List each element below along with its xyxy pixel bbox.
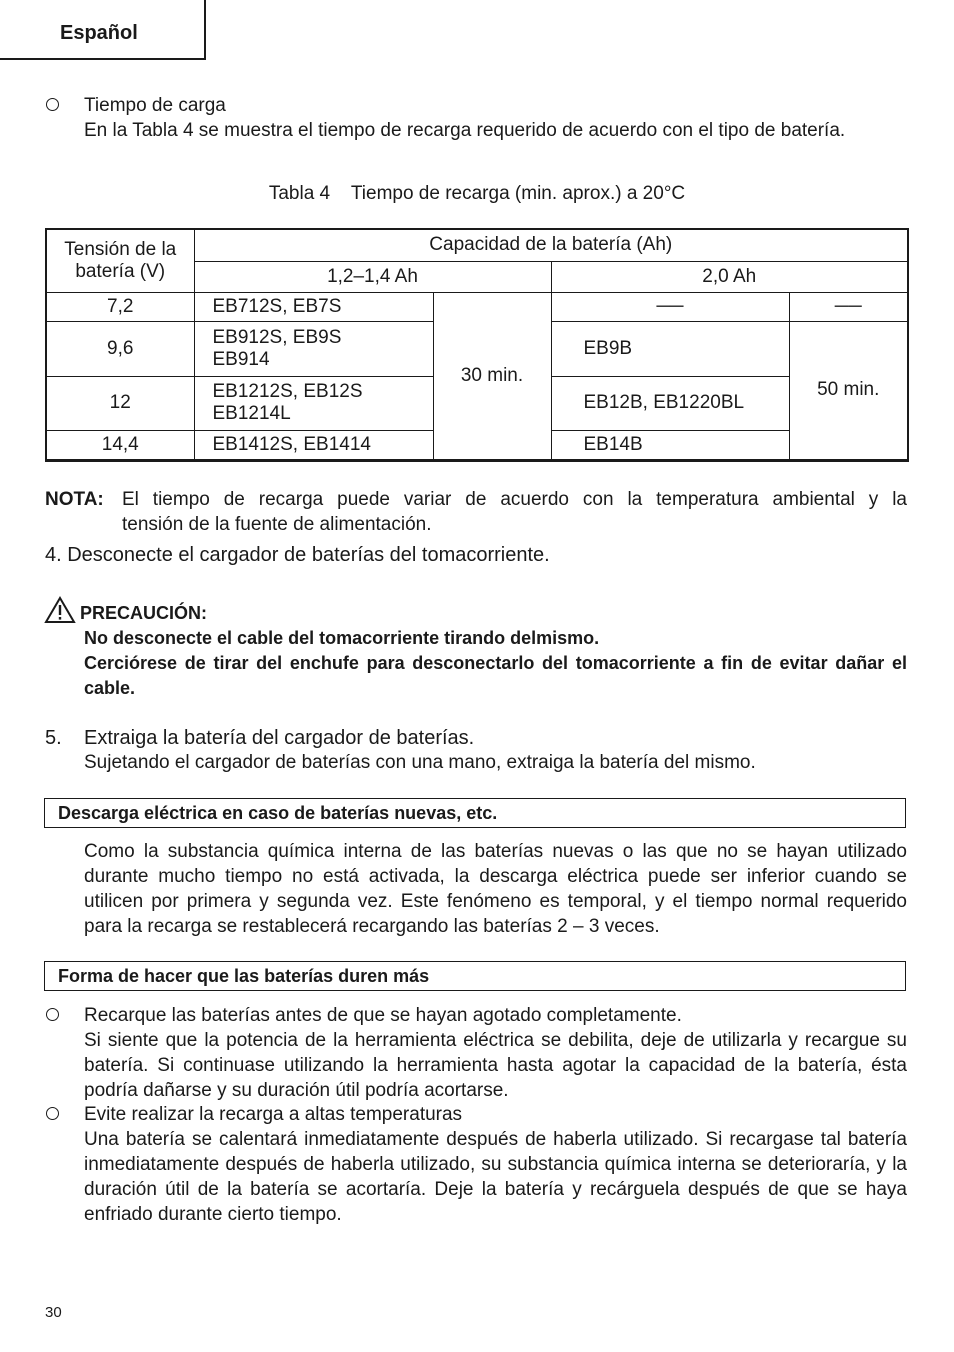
models-b-cell: ── xyxy=(551,292,789,321)
models-a-cell: EB712S, EB7S xyxy=(194,292,433,321)
caution-title: PRECAUCIÓN: xyxy=(80,603,208,623)
step-4: 4. Desconecte el cargador de baterías del tomacorriente. xyxy=(45,544,550,566)
models-a-cell: EB1212S, EB12S EB1214L xyxy=(194,376,433,430)
section-2-item-2-heading: Evite realizar la recarga a altas temperaturas xyxy=(84,1104,463,1125)
language-tab xyxy=(0,0,206,60)
models-b-cell: EB12B, EB1220BL xyxy=(551,376,789,430)
note-line1: El tiempo de recarga puede variar de acuerdo con la temperatura ambiental y la xyxy=(122,489,907,510)
section-2-title: Forma de hacer que las baterías duren más xyxy=(58,966,430,986)
voltage-cell: 9,6 xyxy=(46,321,194,376)
step-5-text: Sujetando el cargador de baterías con una mano, extraiga la batería del mismo. xyxy=(84,752,756,773)
charge-time-text: En la Tabla 4 se muestra el tiempo de recarga requerido de acuerdo con el tipo de batería. xyxy=(84,120,846,141)
voltage-header: Tensión de la batería (V) xyxy=(46,229,194,292)
time-b-cell: 50 min. xyxy=(789,321,908,460)
caution-line1: No desconecte el cable del tomacorriente tirando delmismo. xyxy=(84,628,600,648)
language-label: Español xyxy=(60,22,138,44)
circle-bullet-icon xyxy=(46,1107,59,1120)
time-b-dash-cell: ── xyxy=(789,292,908,321)
step-5-number: 5. xyxy=(45,727,62,749)
charge-time-heading: Tiempo de carga xyxy=(84,95,226,116)
section-2-item-1-text: Si siente que la potencia de la herramienta eléctrica se debilita, deje de utilizarla y recargue su batería. Si continuase utilizando la herramienta hasta agotar la capacidad de la batería, ésta podría dañarse y su duración útil podría acortarse. xyxy=(84,1030,907,1101)
section-2-item-1-heading: Recarque las baterías antes de que se hayan agotado completamente. xyxy=(84,1005,682,1026)
step-5-title: Extraiga la batería del cargador de baterías. xyxy=(84,727,475,749)
models-a-cell: EB912S, EB9S EB914 xyxy=(194,321,433,376)
capacity-header: Capacidad de la batería (Ah) xyxy=(194,229,908,261)
section-1-text: Como la substancia química interna de las baterías nuevas o las que no se hayan utilizado durante mucho tiempo no está activada, la descarga eléctrica puede ser inferior cuando se utilicen por primera y segunda vez. Este fenómeno es temporal, y el tiempo normal requerido para la recarga se restablecerá recargando las baterías 2 – 3 veces. xyxy=(84,841,907,937)
note-label: NOTA: xyxy=(45,489,104,510)
circle-bullet-icon xyxy=(46,1008,59,1021)
capacity-col-2: 2,0 Ah xyxy=(551,261,908,292)
capacity-col-1: 1,2–1,4 Ah xyxy=(194,261,551,292)
circle-bullet-icon xyxy=(46,98,59,111)
voltage-cell: 12 xyxy=(46,376,194,430)
table-row xyxy=(46,292,908,321)
charge-time-table xyxy=(45,228,909,462)
table-caption: Tabla 4 Tiempo de recarga (min. aprox.) a 20°C xyxy=(268,183,686,204)
section-header-box xyxy=(44,961,906,991)
section-2-item-2-text: Una batería se calentará inmediatamente después de haberla utilizado. Si recargase tal batería inmediatamente después de haberla utilizado, su substancia química interna se deterioraría, y la duración útil de la batería se acortaría. Deje la batería y recárguela después de que se haya enfriado durante cierto tiempo. xyxy=(84,1129,907,1225)
voltage-cell: 7,2 xyxy=(46,292,194,321)
models-a-cell: EB1412S, EB1414 xyxy=(194,430,433,460)
section-1-title: Descarga eléctrica en caso de baterías nuevas, etc. xyxy=(58,803,498,823)
section-header-box xyxy=(44,798,906,828)
caution-line2: Cerciórese de tirar del enchufe para desconectarlo del tomacorriente a fin de evitar dañar el cable. xyxy=(84,653,907,698)
voltage-cell: 14,4 xyxy=(46,430,194,460)
time-a-cell: 30 min. xyxy=(433,292,551,460)
warning-triangle-icon xyxy=(44,596,76,624)
models-b-cell: EB14B xyxy=(551,430,789,460)
page-number: 30 xyxy=(45,1304,62,1321)
note-line2: tensión de la fuente de alimentación. xyxy=(122,514,432,535)
models-b-cell: EB9B xyxy=(551,321,789,376)
